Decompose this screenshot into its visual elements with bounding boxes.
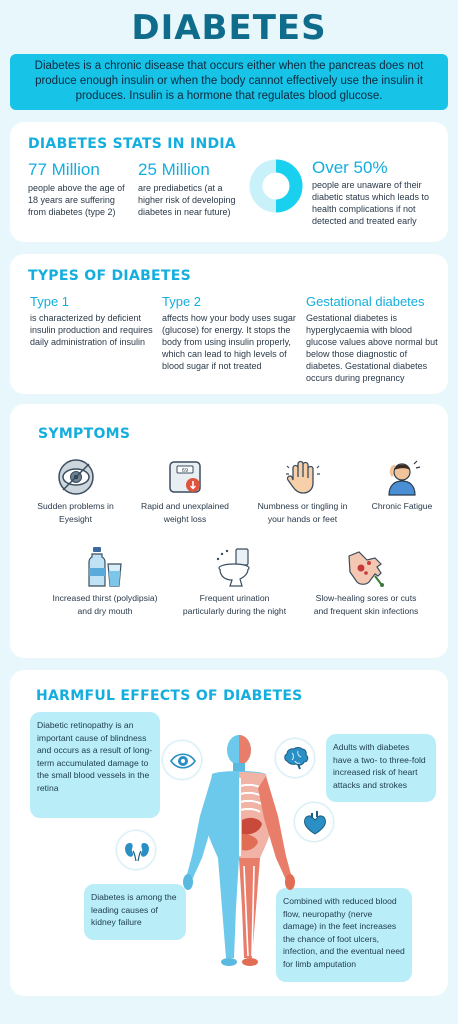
toilet-icon (214, 546, 256, 588)
symptom-sores (310, 546, 422, 618)
stat-item (138, 160, 248, 218)
donut-chart-icon (248, 158, 304, 214)
hand-icon (284, 458, 322, 496)
type-name: Type 1 (30, 294, 70, 309)
type-item (162, 294, 297, 372)
symptom-numbness (250, 458, 355, 526)
type-item (30, 294, 155, 348)
effects-heading: HARMFUL EFFECTS OF DIABETES (36, 688, 303, 704)
symptoms-card (10, 404, 448, 658)
stat-item (312, 158, 442, 227)
symptom-label: Numbness or tingling in your hands or feet (257, 501, 348, 524)
types-heading: TYPES OF DIABETES (28, 268, 192, 284)
kidney-icon-circle (116, 830, 156, 870)
heart-bubble: Adults with diabetes have a two- to three-fold increased risk of heart attacks and strokes (326, 734, 436, 802)
stat-value: Over 50% (312, 158, 388, 177)
symptom-label: Rapid and unexplained weight loss (141, 501, 229, 524)
kidney-bubble: Diabetes is among the leading causes of kidney failure (84, 884, 186, 940)
stat-text: people above the age of 18 years are suffering from diabetes (type 2) (28, 183, 125, 217)
type-item (306, 294, 438, 384)
symptom-thirst (50, 546, 160, 618)
stats-card (10, 122, 448, 242)
scale-icon (166, 458, 204, 496)
symptom-eyesight (28, 458, 123, 526)
symptom-weight-loss (130, 458, 240, 526)
retinopathy-bubble: Diabetic retinopathy is an important cause of blindness and occurs as a result of long-term accumulated damage to the small blood vessels in the retina (30, 712, 160, 818)
type-text: Gestational diabetes is hyperglycaemia with blood glucose values above normal but below those diagnostic of diabetes. Gestational diabetes occurs during pregnancy (306, 313, 438, 383)
symptoms-heading: SYMPTOMS (38, 426, 131, 442)
type-text: is characterized by deficient insulin production and requires daily administration of insulin (30, 313, 153, 347)
type-name: Type 2 (162, 294, 202, 309)
human-anatomy-figure (174, 730, 304, 974)
stats-heading: DIABETES STATS IN INDIA (28, 136, 237, 152)
wounded-hand-icon (345, 546, 387, 588)
stat-text: are prediabetics (at a higher risk of developing diabetes in near future) (138, 183, 236, 217)
stat-text: people are unaware of their diabetic status which leads to health complications if not detected and treated early (312, 180, 430, 226)
stat-value: 77 Million (28, 160, 100, 179)
symptom-fatigue (362, 458, 442, 513)
intro-banner: Diabetes is a chronic disease that occurs either when the pancreas does not produce enough insulin or when the body cannot effectively use the insulin it produces. Insulin is a hormone that regulates blood glucose. (10, 54, 448, 110)
type-name: Gestational diabetes (306, 294, 425, 309)
water-bottle-icon (86, 546, 124, 588)
symptom-label: Slow-healing sores or cuts and frequent skin infections (313, 593, 419, 616)
symptom-label: Chronic Fatigue (371, 501, 433, 511)
symptom-urination (182, 546, 287, 618)
symptom-label: Increased thirst (polydipsia) and dry mouth (52, 593, 158, 616)
kidney-icon (117, 831, 157, 871)
svg-text:69: 69 (181, 468, 189, 474)
symptom-label: Sudden problems in Eyesight (37, 501, 114, 524)
stat-value: 25 Million (138, 160, 210, 179)
eye-icon (57, 458, 95, 496)
stat-item (28, 160, 133, 218)
type-text: affects how your body uses sugar (glucose) for energy. It stops the body from using insulin properly, which can lead to high levels of blood sugar if not treated (162, 313, 296, 371)
fatigue-icon (383, 458, 421, 496)
effects-card (10, 670, 448, 996)
page-title: DIABETES (131, 8, 327, 48)
types-card (10, 254, 448, 394)
symptom-label: Frequent urination particularly during the night (182, 593, 287, 616)
neuropathy-bubble: Combined with reduced blood flow, neuropathy (nerve damage) in the feet increases the chance of foot ulcers, infection, and the eventual need for limb amputation (276, 888, 412, 982)
